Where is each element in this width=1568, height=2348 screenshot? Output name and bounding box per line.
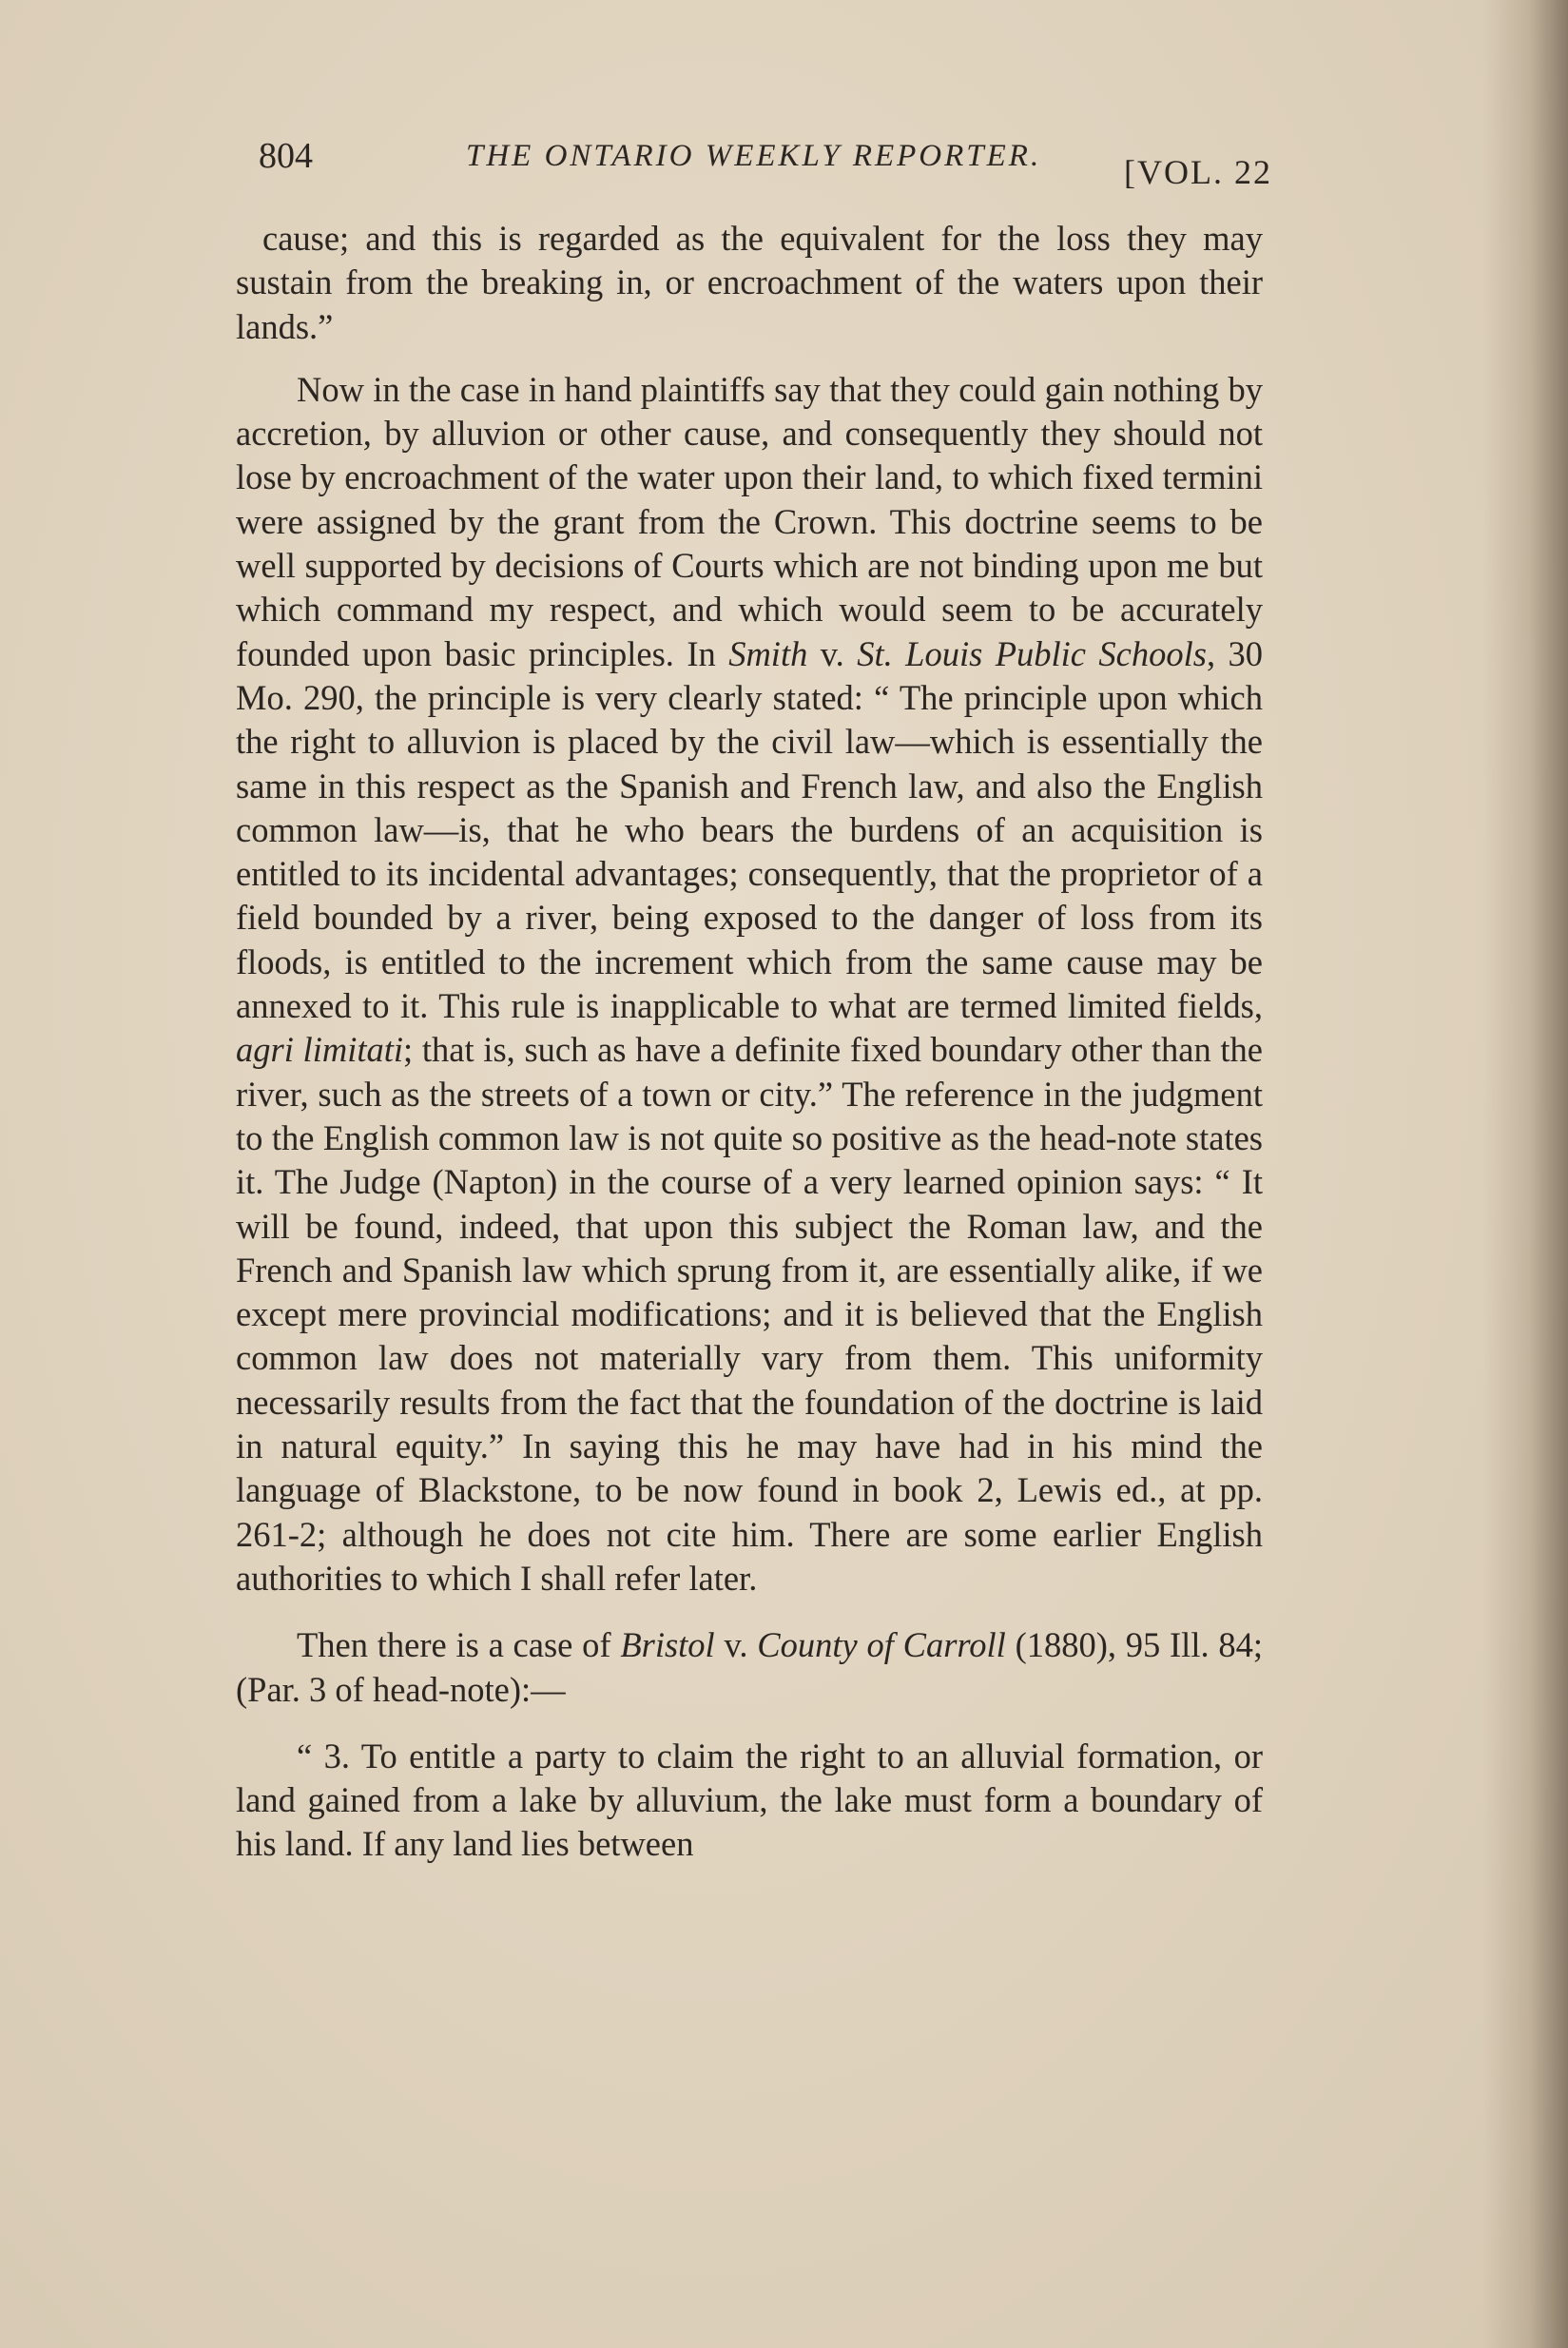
case-versus: v.: [714, 1625, 758, 1665]
paragraph-text: Then there is a case of: [297, 1625, 621, 1665]
paragraph-text: Now in the case in hand plaintiffs say that they could gain nothing by accretion, by alluvion or other cause, and consequently they should not lose by encroachment of the water upon their land, to which fixed termini were assigned by the grant from the Crown. This doctrine seems to be well supported by decisions of Courts which are not binding upon me but which command my respect, and which would seem to be accurately founded upon basic principles. In: [236, 369, 1263, 673]
paragraph-main: [236, 368, 1263, 1601]
volume-label: [VOL. 22: [1124, 153, 1272, 191]
case-name: Bristol: [620, 1625, 715, 1665]
case-name: Smith: [728, 633, 808, 673]
page-binding-edge: [1482, 0, 1568, 2348]
paragraph-text: ; that is, such as have a definite fixed boundary other than the river, such as the streets of a town or city.” The reference in the judgment to the English common law is not quite so positive as the head-note states it. The Judge (Napton) in the course of a very learned opinion says: “ It will be found, indeed, that upon this subject the Roman law, and the French and Spanish law which sprung from it, are essentially alike, if we except mere provincial modifications; and it is believed that the English common law does not materially vary from them. This uniformity necessarily results from the fact that the foundation of the doctrine is laid in natural equity.” In saying this he may have had in his mind the language of Blackstone, to be now found in book 2, Lewis ed., at pp. 261-2; although he does not cite him. There are some earlier English authorities to which I shall refer later.: [236, 1030, 1263, 1598]
case-name: St. Louis Public Schools: [857, 633, 1207, 673]
case-versus: v.: [807, 633, 858, 673]
paragraph-continuation: [236, 217, 1263, 349]
running-title: THE ONTARIO WEEKLY REPORTER.: [466, 139, 1042, 173]
paragraph-text: , 30 Mo. 290, the principle is very clearly stated: “ The principle upon which the right to alluvion is placed by the civil law—which is essentially the same in this respect as the Spanish and French law, and also the English common law—is, that he who bears the burdens of an acquisition is entitled to its incidental advantages; consequently, that the proprietor of a field bounded by a river, being exposed to the danger of loss from its floods, is entitled to the increment which from the same cause may be annexed to it. This rule is inapplicable to what are termed limited fields,: [236, 633, 1263, 1026]
page-number: 804: [259, 136, 313, 176]
paragraph-text: (1880), 95 Ill. 84; (Par. 3 of head-note):—: [236, 1625, 1264, 1709]
paragraph-text: cause; and this is regarded as the equivalent for the loss they may sustain from the breaking in, or encroachment of the waters upon their lands.”: [236, 219, 1263, 346]
body-text: [236, 217, 1263, 1867]
paragraph-case-bristol: [236, 1623, 1263, 1712]
page-header: [259, 133, 1276, 200]
paragraph-text: “ 3. To entitle a party to claim the right to an alluvial formation, or land gained from a lake by alluvium, the lake must form a boundary of his land. If any land lies between: [236, 1736, 1263, 1864]
latin-term: agri limitati: [236, 1030, 404, 1070]
case-name: County of Carroll: [757, 1625, 1006, 1665]
paragraph-quote: [236, 1735, 1263, 1867]
